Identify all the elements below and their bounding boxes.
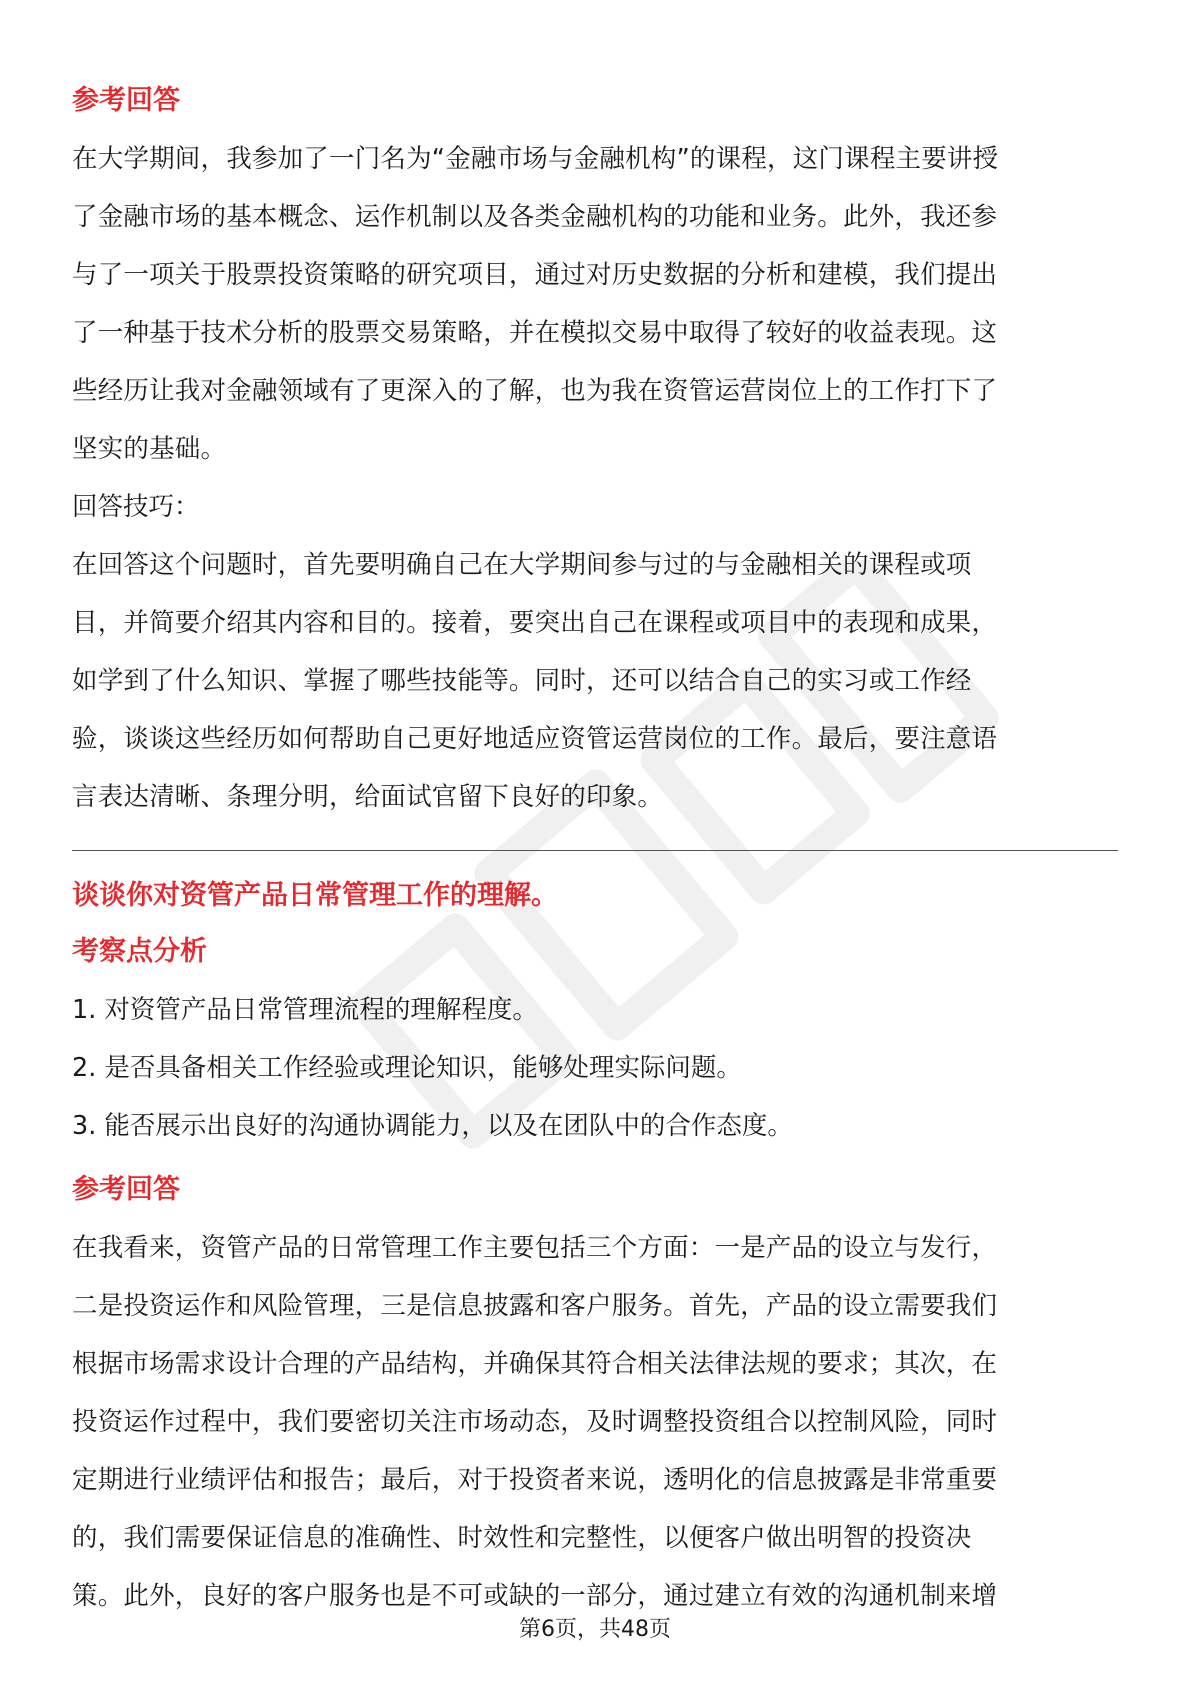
text-line: 了一种基于技术分析的股票交易策略，并在模拟交易中取得了较好的收益表现。这 [72,318,998,348]
question-title: 谈谈你对资管产品日常管理工作的理解。 [72,880,558,911]
text-line: 投资运作过程中，我们要密切关注市场动态，及时调整投资组合以控制风险，同时 [72,1407,998,1437]
text-line: 坚实的基础。 [72,434,227,464]
analysis-heading: 考察点分析 [72,936,207,967]
analysis-item: 2. 是否具备相关工作经验或理论知识，能够处理实际问题。 [72,1053,742,1083]
spacer [72,1155,1118,1167]
text-line: 在大学期间，我参加了一门名为“金融市场与金融机构”的课程，这门课程主要讲授 [72,144,999,174]
answer-heading-2: 参考回答 [72,1174,180,1205]
text-line: 策。此外，良好的客户服务也是不可或缺的一部分，通过建立有效的沟通机制来增 [72,1581,998,1611]
analysis-item: 3. 能否展示出良好的沟通协调能力，以及在团队中的合作态度。 [72,1111,793,1141]
text-line: 在我看来，资管产品的日常管理工作主要包括三个方面：一是产品的设立与发行， [72,1233,998,1263]
text-line: 的，我们需要保证信息的准确性、时效性和完整性，以便客户做出明智的投资决 [72,1523,972,1553]
page-content [72,78,1118,1625]
text-line: 根据市场需求设计合理的产品结构，并确保其符合相关法律法规的要求；其次，在 [72,1349,998,1379]
tips-label: 回答技巧： [72,492,200,522]
text-line: 验，谈谈这些经历如何帮助自己更好地适应资管运营岗位的工作。最后，要注意语 [72,724,998,754]
answer-heading-1: 参考回答 [72,85,180,116]
text-line: 在回答这个问题时，首先要明确自己在大学期间参与过的与金融相关的课程或项 [72,550,972,580]
page-number: 第6页，共48页 [519,1617,671,1642]
text-line: 定期进行业绩评估和报告；最后，对于投资者来说，透明化的信息披露是非常重要 [72,1465,998,1495]
text-line: 些经历让我对金融领域有了更深入的了解，也为我在资管运营岗位上的工作打下了 [72,376,998,406]
text-line: 与了一项关于股票投资策略的研究项目，通过对历史数据的分析和建模，我们提出 [72,260,998,290]
tips-paragraph [72,536,1118,826]
section-divider [72,850,1118,851]
text-line: 了金融市场的基本概念、运作机制以及各类金融机构的功能和业务。此外，我还参 [72,202,998,232]
analysis-item: 1. 对资管产品日常管理流程的理解程度。 [72,995,538,1025]
answer-paragraph-1 [72,130,1118,478]
text-line: 目，并简要介绍其内容和目的。接着，要突出自己在课程或项目中的表现和成果， [72,608,998,638]
text-line: 如学到了什么知识、掌握了哪些技能等。同时，还可以结合自己的实习或工作经 [72,666,972,696]
text-line: 二是投资运作和风险管理，三是信息披露和客户服务。首先，产品的设立需要我们 [72,1291,998,1321]
answer-paragraph-2 [72,1219,1118,1625]
text-line: 言表达清晰、条理分明，给面试官留下良好的印象。 [72,782,664,812]
